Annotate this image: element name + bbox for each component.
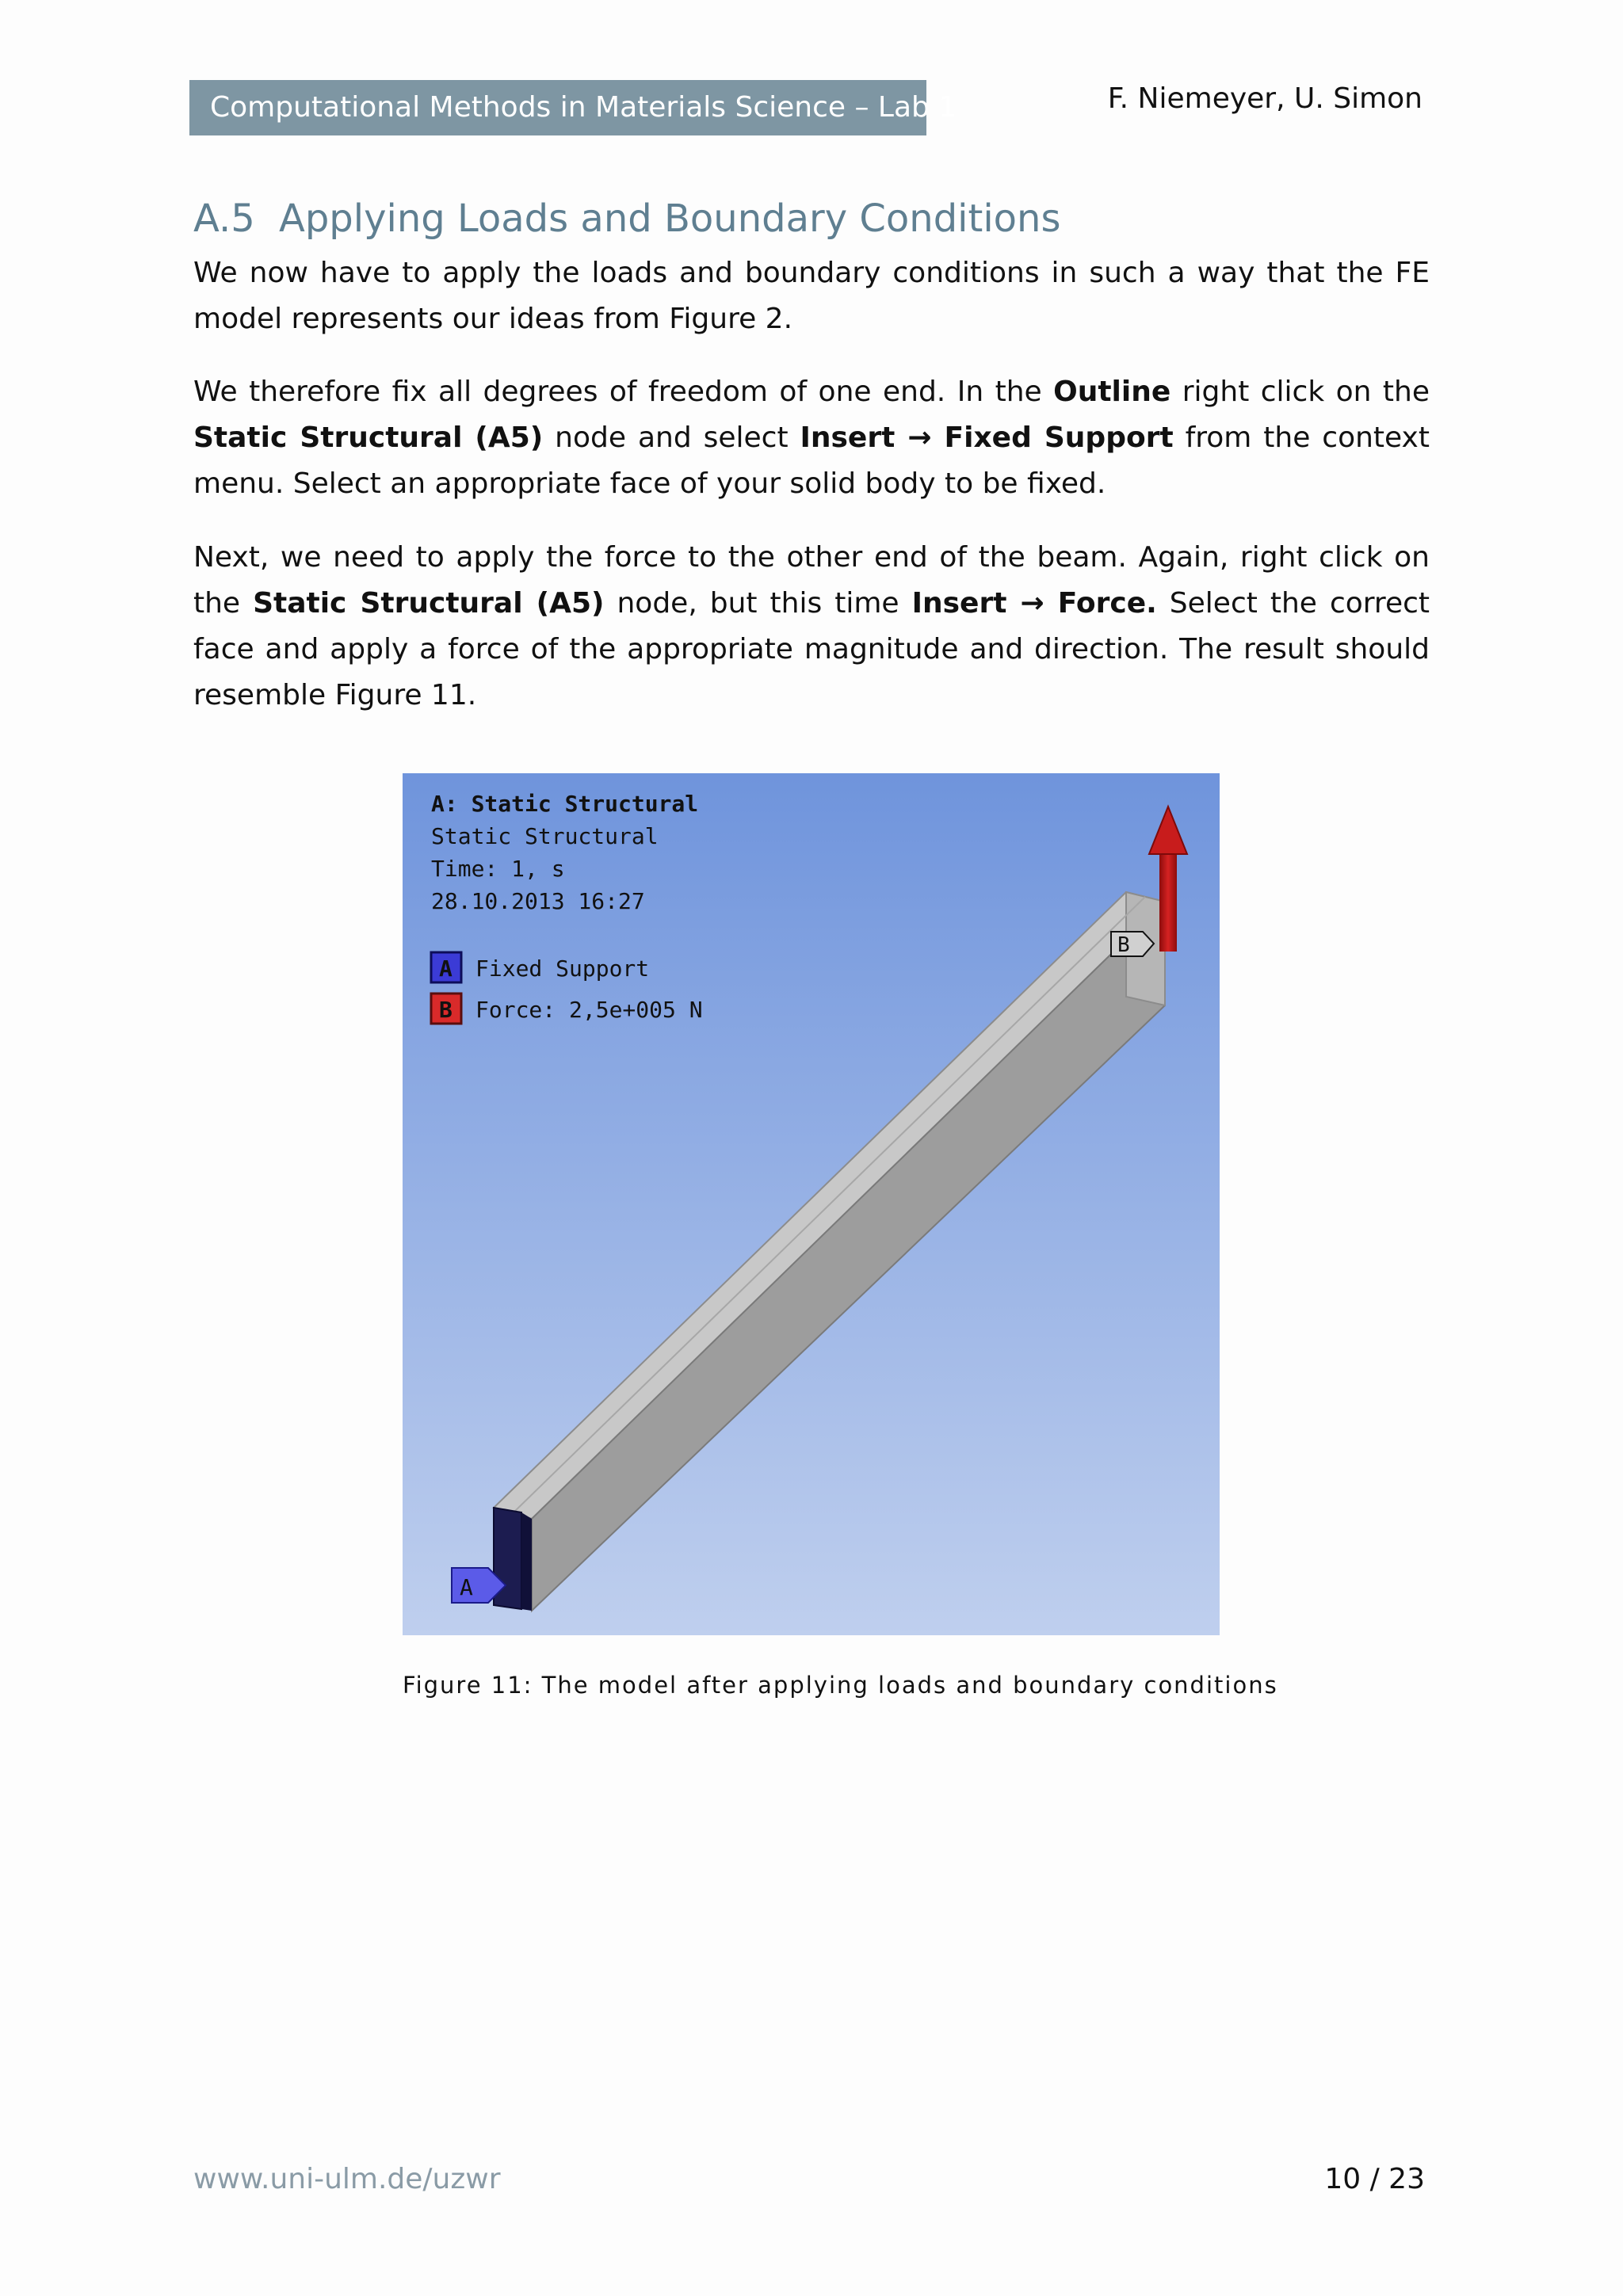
header-authors: F. Niemeyer, U. Simon bbox=[1107, 82, 1423, 115]
paragraph-2 bbox=[193, 369, 1430, 507]
marker-b-label: B bbox=[1117, 933, 1130, 957]
footer-url[interactable]: www.uni-ulm.de/uzwr bbox=[193, 2163, 501, 2195]
figure-fe-model bbox=[403, 773, 1220, 1635]
paragraph-3 bbox=[193, 535, 1430, 719]
paragraph-2-text-2: right click on the bbox=[1170, 376, 1430, 408]
section-title: Applying Loads and Boundary Conditions bbox=[279, 196, 1061, 241]
section-heading bbox=[193, 196, 1060, 241]
header-course-title: Computational Methods in Materials Science – Lab 1 bbox=[189, 80, 926, 135]
paragraph-1: We now have to apply the loads and boundary conditions in such a way that the FE model represents our ideas from Figure 2. bbox=[193, 257, 1430, 335]
legend-a-label: Fixed Support bbox=[475, 955, 650, 982]
figure-timestamp: 28.10.2013 16:27 bbox=[431, 888, 645, 914]
paragraph-2-bold-static-structural: Static Structural (A5) bbox=[193, 421, 544, 454]
legend-b-label: Force: 2,5e+005 N bbox=[475, 997, 703, 1023]
paragraph-3-bold-static-structural: Static Structural (A5) bbox=[253, 587, 605, 620]
marker-a-label: A bbox=[460, 1574, 473, 1600]
paragraph-2-text-4: from the context menu. Select an appropriate face of your solid body to be fixed. bbox=[193, 421, 1430, 500]
paragraph-2-bold-insert-fixed-support: Insert → Fixed Support bbox=[800, 421, 1174, 454]
figure-title: A: Static Structural bbox=[431, 791, 699, 817]
paragraph-3-text-2: node, but this time bbox=[604, 587, 912, 620]
figure-time: Time: 1, s bbox=[431, 856, 565, 882]
figure-caption: Figure 11: The model after applying loads and boundary conditions bbox=[403, 1672, 1278, 1699]
figure-analysis-type: Static Structural bbox=[431, 823, 659, 849]
paragraph-3-bold-insert-force: Insert → Force. bbox=[911, 587, 1157, 620]
footer-page-number: 10 / 23 bbox=[1324, 2163, 1425, 2195]
section-number: A.5 bbox=[193, 196, 255, 241]
paragraph-2-text-3: node and select bbox=[543, 421, 800, 454]
paragraph-2-bold-outline: Outline bbox=[1053, 376, 1171, 408]
paragraph-3-text-1: Next, we need to apply the force to the other end of the beam. Again, right click on the bbox=[193, 541, 1430, 620]
legend-b-tag: B bbox=[439, 997, 453, 1023]
legend-a-tag: A bbox=[439, 955, 453, 982]
paragraph-2-text-1: We therefore fix all degrees of freedom of one end. In the bbox=[193, 376, 1054, 408]
paragraph-3-text-3: Select the correct face and apply a force of the appropriate magnitude and direction. The result should resemble Figure 11. bbox=[193, 587, 1430, 711]
fe-model-viewport bbox=[403, 773, 1220, 1635]
